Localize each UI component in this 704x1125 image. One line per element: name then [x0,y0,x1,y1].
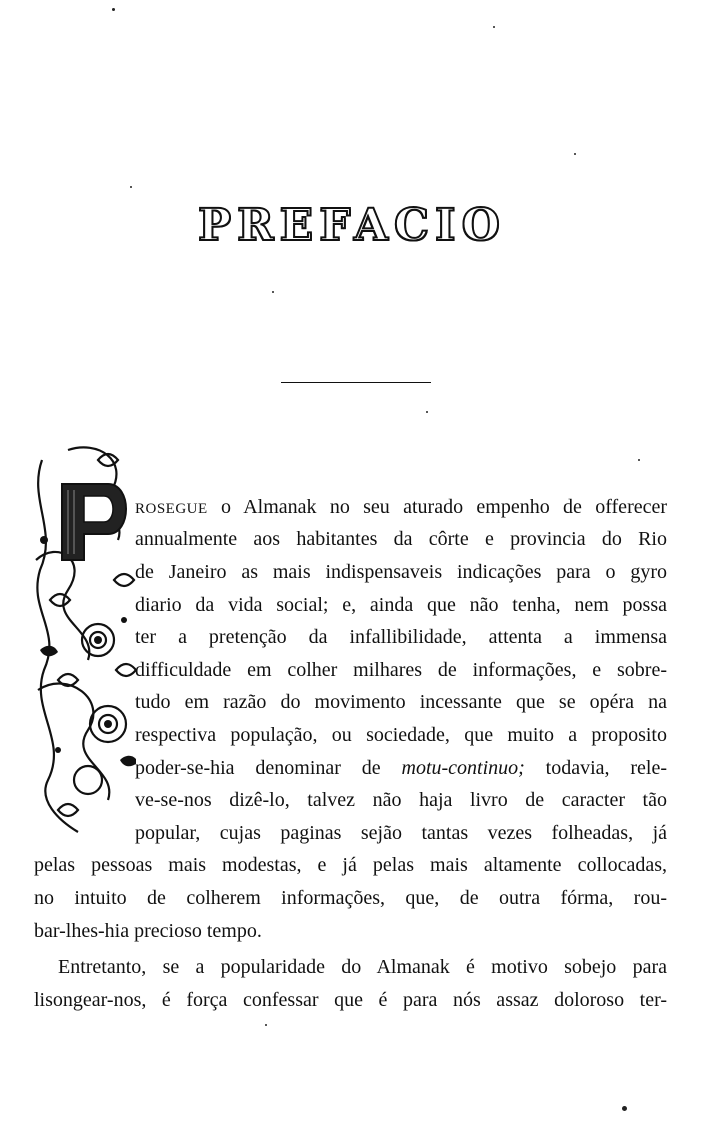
paragraph-line: lisongear-nos, é força confessar que é para nós assaz doloroso ter- [34,989,667,1011]
paragraph-line: ve-se-nos dizê-lo, talvez não haja livro de caracter tão [135,789,667,811]
paragraph-line [135,756,667,780]
paragraph-line: pelas pessoas mais modestas, e já pelas mais altamente collocadas, [34,854,667,876]
paragraph-line: bar-lhes-hia precioso tempo. [34,920,262,942]
italic-term: motu-continuo; [401,757,525,779]
title-rule [281,382,431,383]
print-speck [574,153,576,155]
ornamental-dropcap [28,440,136,840]
print-speck [130,186,132,188]
line-text: o Almanak no seu aturado empenho de offerecer [221,496,668,518]
print-speck [112,8,115,11]
page-title: PREFACIO [198,200,506,251]
paragraph-line: difficuldade em colher milhares de informações, e sobre- [135,659,667,681]
paragraph-line: tudo em razão do movimento incessante que se opéra na [135,691,667,713]
paragraph-line: no intuito de colherem informações, que, de outra fórma, rou- [34,887,667,909]
print-speck [622,1106,627,1111]
print-speck [638,459,640,461]
print-speck [265,1024,267,1026]
paragraph-line: diario da vida social; e, ainda que não tenha, nem possa [135,594,667,616]
print-speck [493,26,495,28]
paragraph-line [135,495,667,521]
paragraph-line: de Janeiro as mais indispensaveis indicações para o gyro [135,561,667,583]
line-text: todavia, rele- [545,757,667,779]
paragraph-line: Entretanto, se a popularidade do Almanak é motivo sobejo para [58,956,667,978]
line-text: poder-se-hia denominar de [135,757,381,779]
paragraph-line: ter a pretenção da infallibilidade, attenta a immensa [135,626,667,648]
lead-word: ROSEGUE [135,501,208,517]
print-speck [426,411,428,413]
paragraph-line: annualmente aos habitantes da côrte e provincia do Rio [135,528,667,550]
paragraph-line: respectiva população, ou sociedade, que muito a proposito [135,724,667,746]
paragraph-line: popular, cujas paginas sejão tantas vezes folheadas, já [135,822,667,844]
print-speck [272,291,274,293]
